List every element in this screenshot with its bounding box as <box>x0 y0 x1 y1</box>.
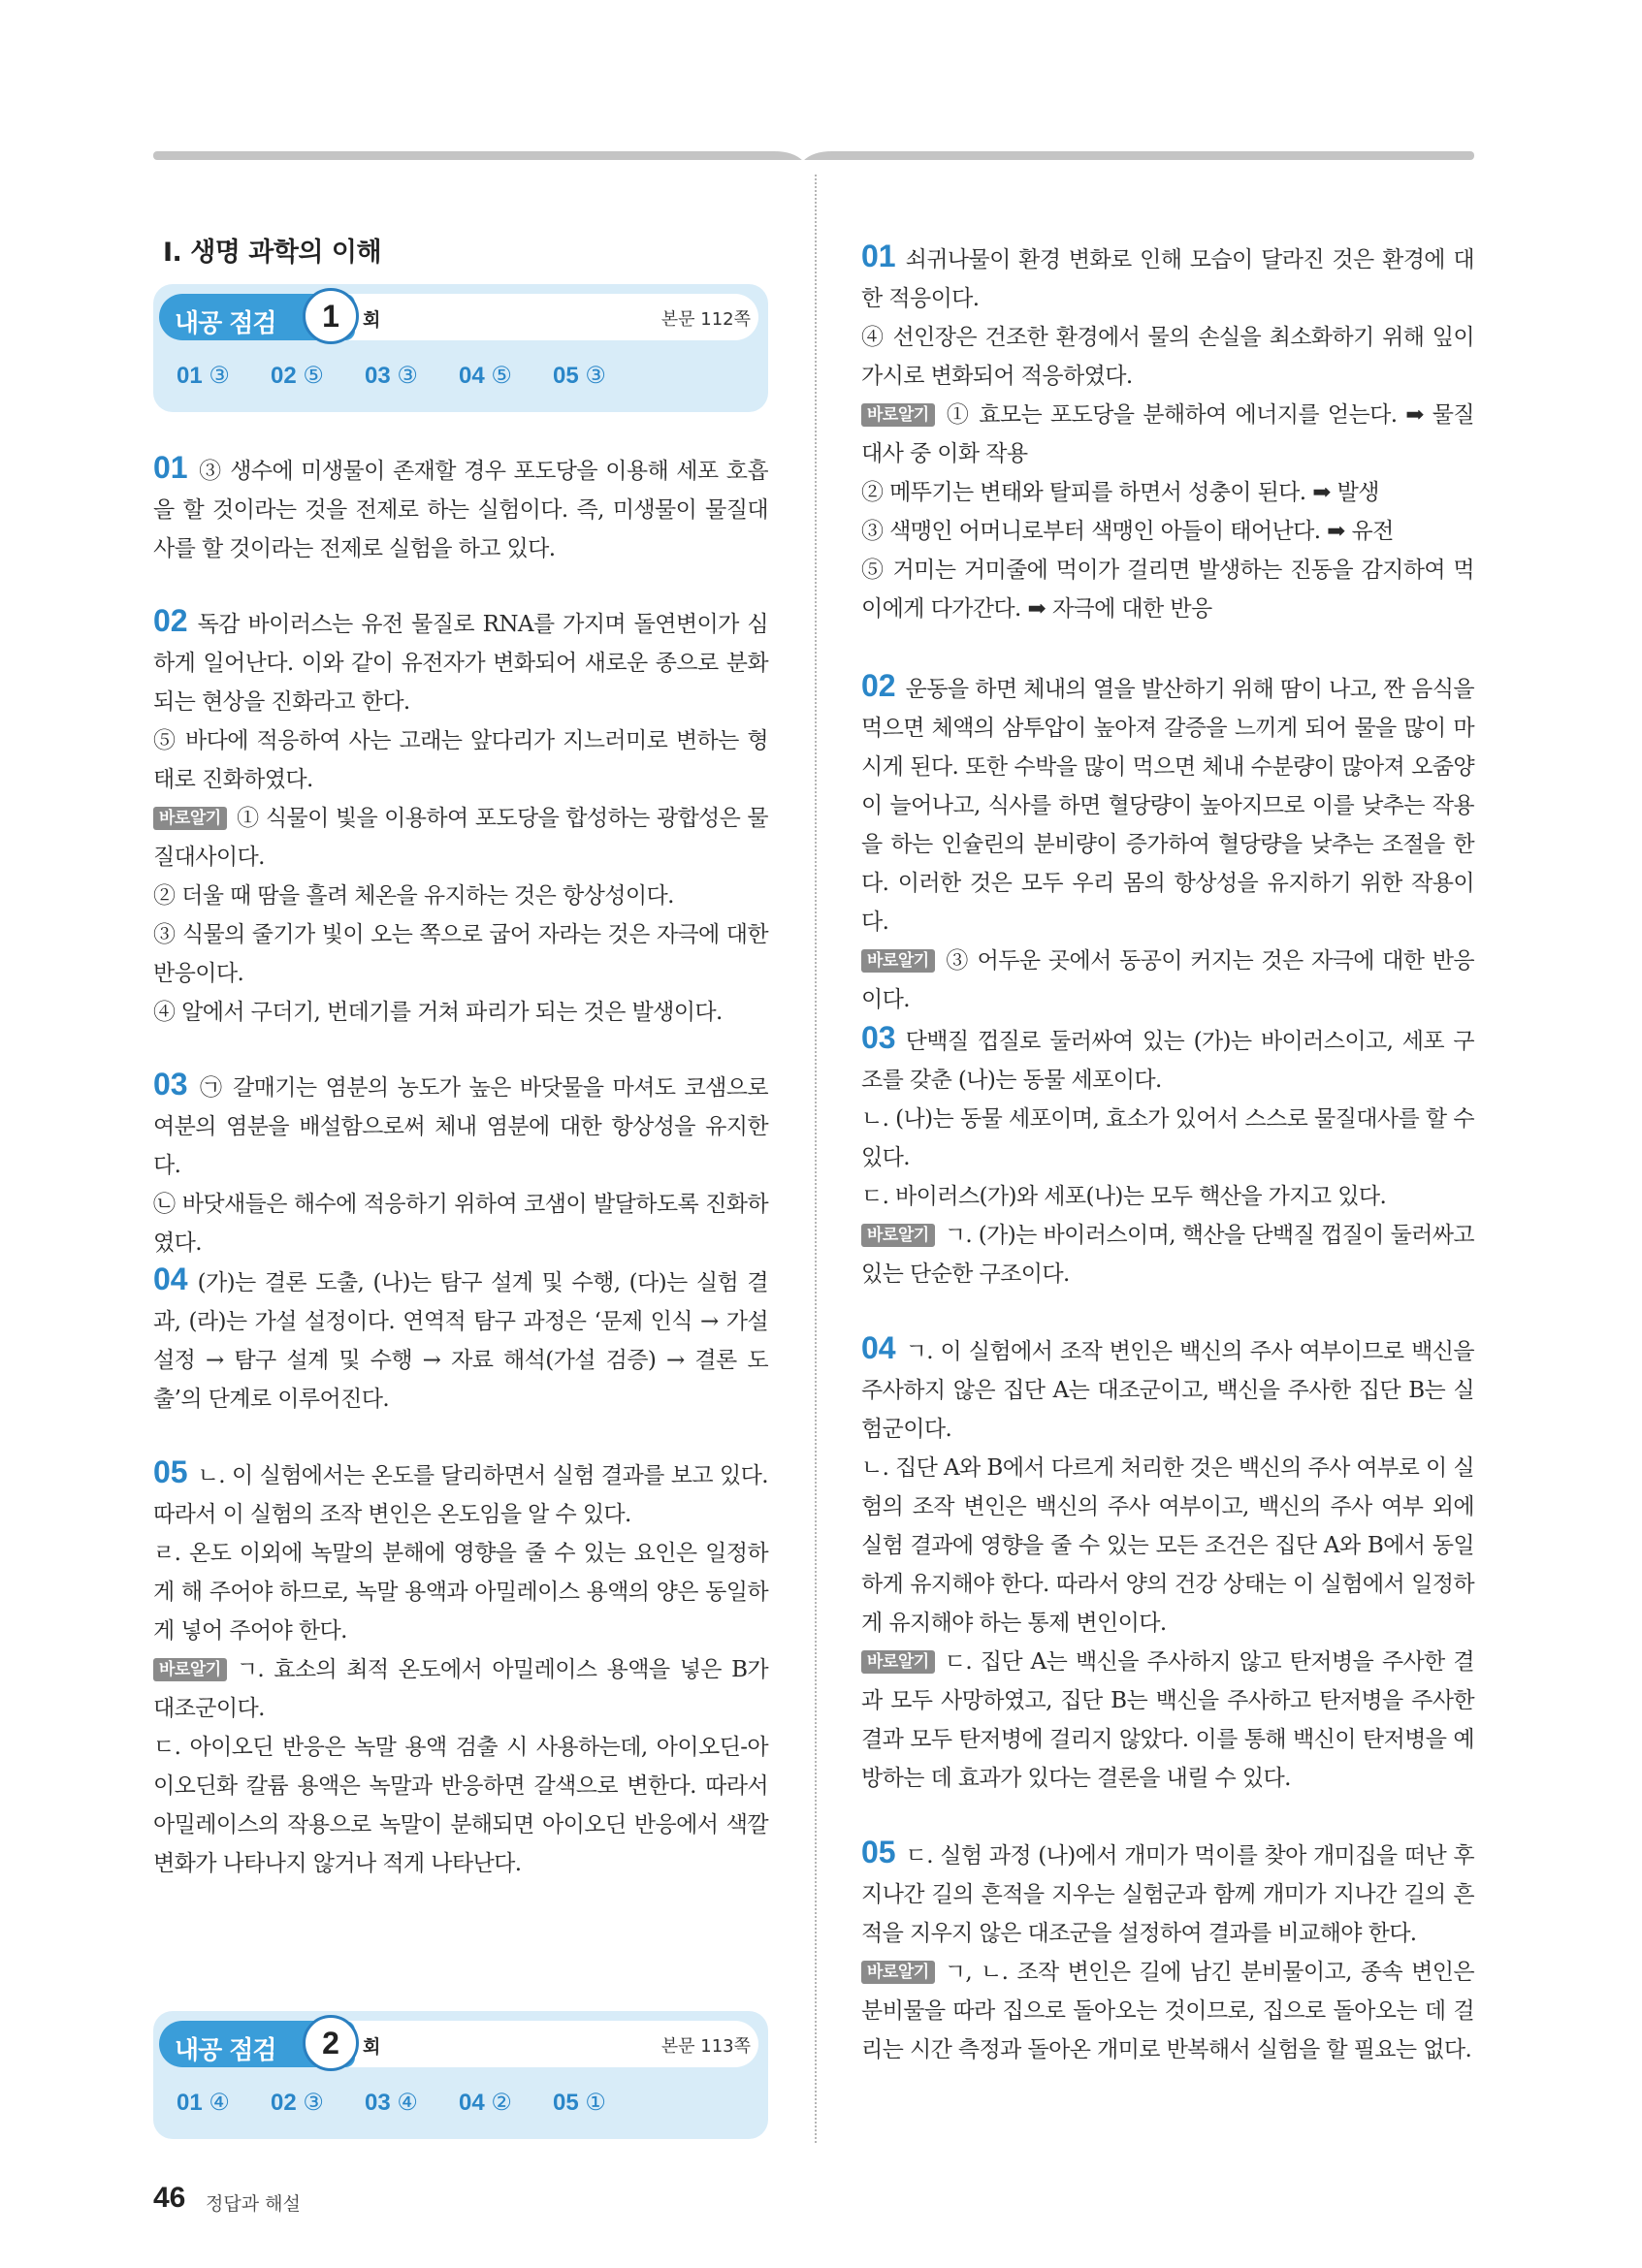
paragraph-text: 운동을 하면 체내의 열을 발산하기 위해 땀이 나고, 짠 음식을 먹으면 체액의 삼투압이 높아져 갈증을 느끼게 되어 물을 많이 마시게 된다. 또한 수박을 많이 먹으면 체내 수분량이 많아져 오줌양이 늘어나고, 식사를 하면 혈당량이 높아지므로 이를 낮추는 작용을 하는 인슐린의 분비량이 증가하여 혈당량을 낮추는 조절을 한다. 이러한 것은 모두 우리 몸의 항상성을 유지하기 위한 작용이다. <box>861 677 1474 935</box>
explanation-paragraph <box>861 1833 1474 1953</box>
explanation-paragraph <box>153 1453 768 1534</box>
paragraph-text: ㄷ. 집단 A는 백신을 주사하지 않고 탄저병을 주사한 결과 모두 사망하였고, 집단 B는 백신을 주사하고 탄저병을 주사한 결과 모두 탄저병에 걸리지 않았다. 이를 통해 백신이 탄저병을 예방하는 데 효과가 있다는 결론을 내릴 수 있다. <box>861 1649 1474 1791</box>
paragraph-text: ㄷ. 실험 과정 (나)에서 개미가 먹이를 찾아 개미집을 떠난 후 지나간 길의 흔적을 지우는 실험군과 함께 개미가 지나간 길의 흔적을 지우지 않은 대조군을 설정하여 결과를 비교해야 한다. <box>861 1843 1474 1946</box>
page-number: 46 <box>153 2182 186 2214</box>
paragraph-text: ④ 알에서 구더기, 번데기를 거쳐 파리가 되는 것은 발생이다. <box>153 1000 723 1025</box>
paragraph-text: ② 메뚜기는 변태와 탈피를 하면서 성충이 된다. ➡ 발생 <box>861 480 1379 505</box>
explanation-paragraph <box>153 721 768 799</box>
answer-item <box>459 2089 553 2117</box>
answer-choice: ③ <box>390 363 418 389</box>
answer-item <box>271 362 365 390</box>
answer-choice: ③ <box>578 363 606 389</box>
answer-number: 05 <box>553 363 579 389</box>
explanation-right-04 <box>861 1328 1474 1798</box>
answer-choice: ⑤ <box>296 363 324 389</box>
header-bar <box>153 149 1474 163</box>
correction-tag: 바로알기 <box>861 949 935 973</box>
answer-item <box>177 2089 271 2117</box>
correction-paragraph <box>861 1216 1474 1294</box>
explanation-paragraph <box>861 1100 1474 1177</box>
answer-number: 02 <box>271 2090 297 2116</box>
paragraph-text: ② 더울 때 땀을 흘려 체온을 유지하는 것은 항상성이다. <box>153 883 674 909</box>
explanation-paragraph <box>861 1177 1474 1216</box>
explanation-paragraph <box>861 1328 1474 1449</box>
explanation-right-03 <box>861 1018 1474 1294</box>
paragraph-text: 독감 바이러스는 유전 물질로 RNA를 가지며 돌연변이가 심하게 일어난다. 이와 같이 유전자가 변화되어 새로운 종으로 분화되는 현상을 진화라고 한다. <box>153 612 768 715</box>
box-label: 내공 점검 <box>175 309 276 338</box>
question-number: 03 <box>861 1020 896 1055</box>
answer-choice: ③ <box>202 363 230 389</box>
answer-box-round-1 <box>153 284 768 412</box>
paragraph-text: ㄱ. (가)는 바이러스이며, 핵산을 단백질 껍질이 둘러싸고 있는 단순한 구조이다. <box>861 1223 1474 1287</box>
answer-choice: ④ <box>390 2090 418 2116</box>
paragraph-text: ③ 생수에 미생물이 존재할 경우 포도당을 이용해 세포 호흡을 할 것이라는 것을 전제로 하는 실험이다. 즉, 미생물이 물질대사를 할 것이라는 전제로 실험을 하고 있다. <box>153 459 768 561</box>
answer-number: 04 <box>459 363 485 389</box>
section-title: Ⅰ. 생명 과학의 이해 <box>163 238 382 268</box>
explanation-paragraph <box>153 1534 768 1650</box>
round-badge <box>303 2015 359 2071</box>
answer-item <box>271 2089 365 2117</box>
round-unit: 회 <box>363 309 381 331</box>
explanation-paragraph <box>861 1449 1474 1643</box>
answer-choice: ② <box>484 2090 512 2116</box>
answer-choice: ④ <box>202 2090 230 2116</box>
answer-choice: ① <box>578 2090 606 2116</box>
question-number: 01 <box>861 239 896 273</box>
column-divider <box>815 175 817 2143</box>
paragraph-text: (가)는 결론 도출, (나)는 탐구 설계 및 수행, (다)는 실험 결과, (라)는 가설 설정이다. 연역적 탐구 과정은 ‘문제 인식 → 가설 설정 → 탐구 설계 및 수행 → 자료 해석(가설 검증) → 결론 도출’의 단계로 이루어진다. <box>153 1270 768 1412</box>
explanation-paragraph <box>861 318 1474 396</box>
answer-item <box>553 2089 647 2117</box>
answer-item <box>365 2089 459 2117</box>
explanation-left-05 <box>153 1453 768 1883</box>
explanation-paragraph <box>861 551 1474 628</box>
explanation-paragraph <box>861 237 1474 318</box>
correction-paragraph <box>153 799 768 877</box>
paragraph-text: ㄹ. 온도 이외에 녹말의 분해에 영향을 줄 수 있는 요인은 일정하게 해 주어야 하므로, 녹말 용액과 아밀레이스 용액의 양은 동일하게 넣어 주어야 한다. <box>153 1541 768 1644</box>
answer-number: 01 <box>177 2090 203 2116</box>
correction-tag: 바로알기 <box>861 1650 935 1674</box>
answer-item <box>177 362 271 390</box>
answer-item <box>459 362 553 390</box>
correction-tag: 바로알기 <box>153 807 227 830</box>
answer-number: 02 <box>271 363 297 389</box>
explanation-paragraph <box>861 666 1474 942</box>
answer-item <box>365 362 459 390</box>
question-number: 05 <box>153 1454 188 1489</box>
answer-number: 04 <box>459 2090 485 2116</box>
paragraph-text: ㉠ 갈매기는 염분의 농도가 높은 바닷물을 마셔도 코샘으로 여분의 염분을 배설함으로써 체내 염분에 대한 항상성을 유지한다. <box>153 1075 768 1178</box>
answer-number: 03 <box>365 2090 391 2116</box>
footer-label: 정답과 해설 <box>206 2193 301 2215</box>
explanation-left-04 <box>153 1260 768 1419</box>
paragraph-text: ⑤ 거미는 거미줄에 먹이가 걸리면 발생하는 진동을 감지하여 먹이에게 다가간다. ➡ 자극에 대한 반응 <box>861 558 1474 622</box>
answer-number: 01 <box>177 363 203 389</box>
explanation-paragraph <box>153 1728 768 1883</box>
question-number: 02 <box>861 668 896 703</box>
explanation-paragraph <box>153 915 768 993</box>
paragraph-text: ㄷ. 아이오딘 반응은 녹말 용액 검출 시 사용하는데, 아이오딘-아이오딘화 칼륨 용액은 녹말과 반응하면 갈색으로 변한다. 따라서 아밀레이스의 작용으로 녹말이 분해되면 아이오딘 반응에서 색깔 변화가 나타나지 않거나 적게 나타난다. <box>153 1735 768 1876</box>
paragraph-text: ③ 식물의 줄기가 빛이 오는 쪽으로 굽어 자라는 것은 자극에 대한 반응이다. <box>153 922 768 986</box>
question-number: 05 <box>861 1835 896 1869</box>
paragraph-text: ③ 어두운 곳에서 동공이 커지는 것은 자극에 대한 반응이다. <box>861 948 1474 1012</box>
paragraph-text: 단백질 껍질로 둘러싸여 있는 (가)는 바이러스이고, 세포 구조를 갖춘 (나)는 동물 세포이다. <box>861 1029 1474 1093</box>
answer-box-round-2 <box>153 2011 768 2139</box>
paragraph-text: ㄴ. 집단 A와 B에서 다르게 처리한 것은 백신의 주사 여부로 이 실험의 조작 변인은 백신의 주사 여부이고, 백신의 주사 여부 외에 실험 결과에 영향을 줄 수 있는 모든 조건은 집단 A와 B에서 동일하게 유지해야 한다. 따라서 양의 건강 상태는 이 실험에서 일정하게 유지해야 하는 통제 변인이다. <box>861 1455 1474 1636</box>
explanation-left-02 <box>153 601 768 1032</box>
correction-paragraph <box>861 942 1474 1019</box>
answer-number: 03 <box>365 363 391 389</box>
question-number: 03 <box>153 1067 188 1102</box>
answer-list <box>177 362 647 390</box>
question-number: 01 <box>153 450 188 485</box>
explanation-paragraph <box>153 601 768 721</box>
explanation-paragraph <box>153 877 768 915</box>
explanation-paragraph <box>153 1065 768 1185</box>
answer-choice: ③ <box>296 2090 324 2116</box>
explanation-paragraph <box>153 1185 768 1262</box>
answer-item <box>553 362 647 390</box>
box-label: 내공 점검 <box>175 2036 276 2065</box>
correction-paragraph <box>153 1650 768 1728</box>
explanation-paragraph <box>861 473 1474 512</box>
question-number: 02 <box>153 603 188 638</box>
paragraph-text: ㄷ. 바이러스(가)와 세포(나)는 모두 핵산을 가지고 있다. <box>861 1184 1387 1209</box>
answer-choice: ⑤ <box>484 363 512 389</box>
explanation-paragraph <box>153 448 768 568</box>
explanation-paragraph <box>153 993 768 1032</box>
paragraph-text: ③ 색맹인 어머니로부터 색맹인 아들이 태어난다. ➡ 유전 <box>861 519 1394 544</box>
paragraph-text: ① 효모는 포도당을 분해하여 에너지를 얻는다. ➡ 물질대사 중 이화 작용 <box>861 402 1474 466</box>
correction-paragraph <box>861 1643 1474 1798</box>
correction-tag: 바로알기 <box>861 403 935 427</box>
paragraph-text: 쇠귀나물이 환경 변화로 인해 모습이 달라진 것은 환경에 대한 적응이다. <box>861 247 1474 311</box>
paragraph-text: ⑤ 바다에 적응하여 사는 고래는 앞다리가 지느러미로 변하는 형태로 진화하였다. <box>153 728 768 792</box>
paragraph-text: ㉡ 바닷새들은 해수에 적응하기 위하여 코샘이 발달하도록 진화하였다. <box>153 1192 768 1256</box>
explanation-paragraph <box>861 512 1474 551</box>
paragraph-text: ㄱ. 효소의 최적 온도에서 아밀레이스 용액을 넣은 B가 대조군이다. <box>153 1657 768 1721</box>
paragraph-text: ㄴ. (나)는 동물 세포이며, 효소가 있어서 스스로 물질대사를 할 수 있다. <box>861 1106 1474 1170</box>
paragraph-text: ㄴ. 이 실험에서는 온도를 달리하면서 실험 결과를 보고 있다. 따라서 이 실험의 조작 변인은 온도임을 알 수 있다. <box>153 1463 768 1527</box>
round-number: 2 <box>322 2025 339 2060</box>
paragraph-text: ㄱ, ㄴ. 조작 변인은 길에 남긴 분비물이고, 종속 변인은 분비물을 따라 집으로 돌아오는 것이므로, 집으로 돌아오는 데 걸리는 시간 측정과 돌아온 개미로 반복해서 실험을 할 필요는 없다. <box>861 1960 1474 2062</box>
paragraph-text: ④ 선인장은 건조한 환경에서 물의 손실을 최소화하기 위해 잎이 가시로 변화되어 적응하였다. <box>861 325 1474 389</box>
paragraph-text: ㄱ. 이 실험에서 조작 변인은 백신의 주사 여부이므로 백신을 주사하지 않은 집단 A는 대조군이고, 백신을 주사한 집단 B는 실험군이다. <box>861 1339 1474 1442</box>
page-reference: 본문 112쪽 <box>660 309 751 330</box>
correction-paragraph <box>861 1953 1474 2069</box>
correction-paragraph <box>861 396 1474 473</box>
answer-number: 05 <box>553 2090 579 2116</box>
explanation-right-05 <box>861 1833 1474 2069</box>
answer-list <box>177 2089 647 2117</box>
paragraph-text: ① 식물이 빛을 이용하여 포도당을 합성하는 광합성은 물질대사이다. <box>153 806 768 870</box>
explanation-right-02 <box>861 666 1474 1019</box>
round-unit: 회 <box>363 2036 381 2058</box>
explanation-left-01 <box>153 448 768 568</box>
correction-tag: 바로알기 <box>861 1224 935 1247</box>
explanation-right-01 <box>861 237 1474 628</box>
round-number: 1 <box>322 298 339 334</box>
round-badge <box>303 288 359 344</box>
question-number: 04 <box>861 1330 896 1365</box>
correction-tag: 바로알기 <box>153 1658 227 1681</box>
explanation-paragraph <box>861 1018 1474 1100</box>
explanation-paragraph <box>153 1260 768 1419</box>
explanation-left-03 <box>153 1065 768 1262</box>
question-number: 04 <box>153 1262 188 1296</box>
page-reference: 본문 113쪽 <box>660 2036 751 2057</box>
correction-tag: 바로알기 <box>861 1961 935 1984</box>
